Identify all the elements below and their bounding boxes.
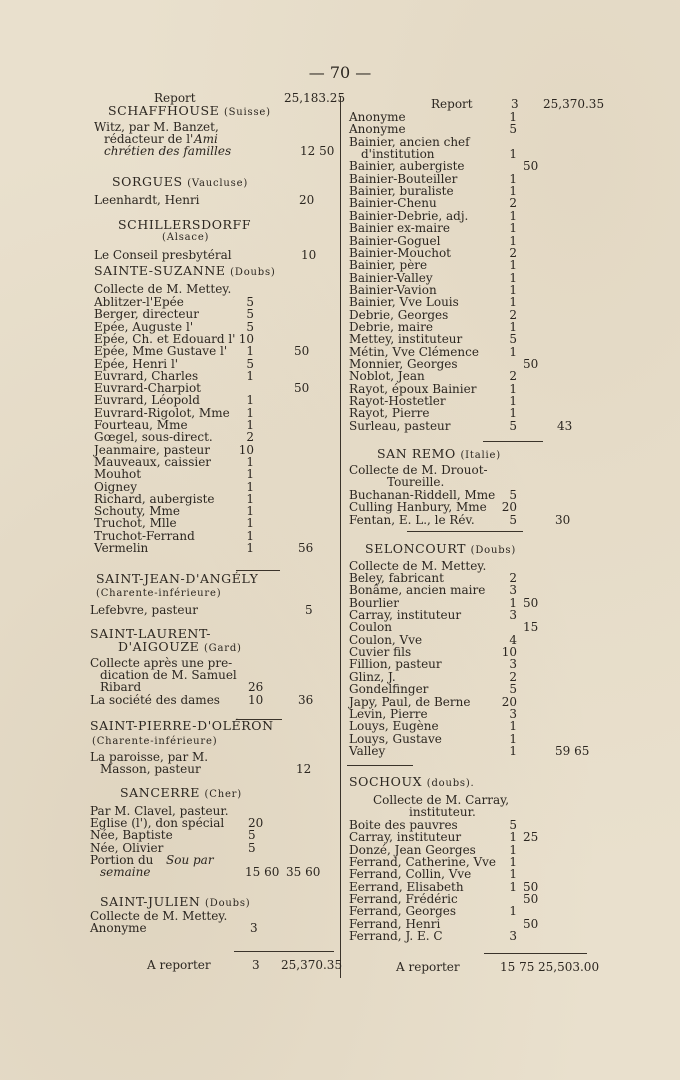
entry-name: Bonâme, ancien maire [349,583,486,598]
entry-name: Japy, Paul, de Berne [349,694,471,709]
entry-amount: 4 [509,632,517,647]
section-region: (Italie) [460,450,501,461]
section-san-remo [377,448,501,463]
entry-name: Truchot-Ferrand [94,528,195,543]
entry-amount: 1 [509,344,517,359]
section-name: SAN REMO [377,446,456,461]
section-name: SOCHOUX [349,774,423,789]
entry-name: Epée, Ch. et Edouard l' [94,331,236,346]
region-label: (Alsace) [162,232,210,243]
entry-name: Mouhot [94,467,142,482]
entry-amount: 5 [248,840,256,855]
entry-amount: 1 [509,221,517,236]
list-item [347,514,599,527]
entry-name: Bainier-Valley [349,270,433,285]
entry-name: Ferrand, Frédéric [349,892,458,907]
section-sorgues [112,176,248,191]
entry-amount: 1 [509,743,517,758]
entry-amount: 1 [509,295,517,310]
entry-amount: 1 [246,516,254,531]
entry-name: Toureille. [387,475,445,489]
entry-name: Epée, Mme Gustave l' [94,344,228,359]
entry-cents: 50 [523,595,539,610]
section-saint-laurent-2 [118,641,242,656]
entry-amount: 1 [509,719,517,734]
list-item [347,745,599,758]
entry-name: Masson, pasteur [100,762,201,776]
entry-name: Collecte après une pre- [90,656,233,670]
entry-amount: 2 [509,307,517,322]
section-region [92,736,217,749]
entry-amount: 5 [305,603,313,617]
entry-name: Euvrard, Charles [94,368,199,383]
section-name: SELONCOURT [365,541,467,556]
entry-name: Bainier, père [349,258,428,273]
entry-name: rédacteur de l' [104,132,194,146]
list-item [347,420,599,433]
right-footer-label: A reporter [396,960,460,974]
section-region: (doubs). [426,778,475,789]
entry-name: Fourteau, Mme [94,418,188,432]
entry-name: Report [154,91,196,105]
entry-name: Bainier-Mouchot [349,245,452,260]
column-divider [340,96,341,978]
entry-name: Fillion, pasteur [349,657,442,672]
entry-amount: 1 [509,171,517,186]
divider-rule [407,531,523,532]
section-name: SORGUES [112,174,183,189]
right-footer-amount-1: 15 75 [500,960,535,974]
entry-cents: 50 [523,159,539,174]
section-total: 35 60 [286,865,321,879]
list-item [88,194,338,207]
entry-name: Euvrard-Rigolot, Mme [94,405,230,420]
entry-name: Bainier-Goguel [349,233,441,248]
entry-amount: 1 [509,394,517,409]
entry-amount: 1 [246,418,254,432]
entry-name: Eerrand, Elisabeth [349,879,464,894]
entry-amount: 1 [509,258,517,273]
entry-name: Rayot-Hostetler [349,394,446,409]
entry-amount: 1 [246,528,254,543]
entry-amount: 1 [509,147,517,162]
entry-amount: 3 [509,706,517,721]
entry-name: Mauveaux, caissier [94,454,212,469]
list-item [88,694,338,707]
entry-name: Collecte de M. Mettey. [94,282,232,296]
entry-name: La société des dames [90,693,220,707]
entry-name: Ribard [100,680,142,694]
entry-name: Métin, Vve Clémence [349,344,479,359]
section-total: 56 [298,541,314,555]
entry-amount: 1 [246,368,254,383]
entry-amount: 1 [509,855,517,870]
entry-name: Epée, Auguste l' [94,319,194,334]
entry-amount: 1 [509,867,517,882]
entry-name: Ferrand, Georges [349,904,457,919]
entry-name: Bainier-Bouteiller [349,171,458,186]
entry-name: Euvrard-Charpiot [94,381,201,396]
entry-amount: 20 [501,694,517,709]
entry-name: Collecte de M. Mettey. [349,559,487,573]
entry-name: dication de M. Samuel [100,668,237,682]
section-name: SCHILLERSDORFF [118,217,252,232]
section-region: (Suisse) [223,107,271,118]
entry-amount: 10 [301,248,317,262]
entry-name: Oigney [94,479,137,494]
entry-name: Louys, Gustave [349,731,442,746]
entry-amount: 1 [509,406,517,421]
section-region: (Doubs) [230,267,276,278]
entry-name: Collecte de M. Mettey. [90,909,228,923]
entry-amount: 1 [246,454,254,469]
list-item [88,249,338,262]
entry-amount: 5 [509,818,517,832]
entry-amount: 26 [248,680,264,694]
entry-amount: 2 [509,669,517,684]
entry-amount: 1 [509,595,517,610]
region-label: (Charente-inférieure) [92,736,218,747]
left-footer-rule [234,951,334,952]
entry-name: instituteur. [409,805,476,819]
entry-name: Bainier-Debrie, adj. [349,208,469,223]
left-footer-amount-1: 3 [252,958,260,972]
entry-amount: 1 [246,467,254,482]
entry-amount: 5 [509,488,517,502]
entry-name: Surleau, pasteur [349,418,451,433]
entry-cents: 15 [523,620,539,635]
entry-name: Ferrand, Henri [349,916,441,931]
entry-amount: 1 [246,344,254,359]
entry-cents: 50 [523,892,539,907]
divider-rule [347,765,413,766]
report-total: 25,370.35 [543,97,605,111]
entry-name: Bainier, Vve Louis [349,295,459,310]
entry-amount: 1 [246,491,254,506]
entry-amount: 10 [238,442,254,457]
entry-name: chrétien des familles [104,144,232,158]
section-name: SAINT-JULIEN [100,894,201,909]
entry-name: Debrie, maire [349,319,433,334]
entry-amount: 1 [509,319,517,334]
entry-amount: 20 [501,500,517,515]
entry-name: Coulon [349,620,392,635]
right-footer-rule [484,953,587,954]
entry-name: Eglise (l'), don spécial [90,816,225,830]
entry-amount: 2 [509,245,517,260]
entry-amount: 1 [509,830,517,845]
entry-name: Bainier, ancien chef [349,134,470,149]
entry-amount: 2 [509,369,517,384]
entry-amount: 1 [509,208,517,223]
entry-cents: 50 [294,344,310,359]
section-total: 30 [555,512,571,527]
section-seloncourt [365,543,516,558]
section-total: 59 65 [555,743,590,758]
entry-amount: 1 [509,381,517,396]
entry-amount: 5 [246,307,254,322]
divider-rule [483,441,543,442]
section-name: SAINT-PIERRE-D'OLÉRON [90,718,274,733]
section-region [162,232,209,245]
entry-amount: 12 [296,762,312,776]
entry-name: Epée, Henri l' [94,356,179,371]
entry-amount: 1 [246,393,254,408]
entry-amount: 1 [509,233,517,248]
entry-amount: 1 [246,504,254,519]
entry-amount: 2 [246,430,254,445]
entry-name: Buchanan-Riddell, Mme [349,488,496,502]
entry-name: Noblot, Jean [349,369,425,384]
entry-amount: 15 60 [245,865,280,879]
list-item [88,604,338,617]
entry-amount: 20 [299,193,315,207]
entry-name: Née, Olivier [90,840,164,855]
section-sochoux [349,776,475,791]
entry-cents: 50 [523,357,539,371]
section-name: SAINTE-SUZANNE [94,263,226,278]
entry-name: Culling Hanbury, Mme [349,500,487,515]
section-schaffhouse [108,105,271,120]
section-region [96,588,221,601]
entry-name: Cuvier fils [349,645,412,660]
entry-name: Schouty, Mme [94,504,181,519]
entry-amount: 1 [509,110,517,124]
entry-name: d'institution [361,147,435,162]
section-name: SANCERRE [120,785,200,800]
entry-amount: 2 [509,571,517,585]
entry-name: Carray, instituteur [349,830,462,845]
entry-name: Report [431,97,473,111]
entry-amount: 5 [509,122,517,137]
entry-name: Collecte de M. Carray, [373,793,510,807]
entry-amount: 1 [246,479,254,494]
entry-amount: 10 [501,645,517,660]
entry-name: Jeanmaire, pasteur [94,442,211,457]
section-name: D'AIGOUZE [118,639,200,654]
entry-cents: 50 [294,381,310,396]
section-region: (Vaucluse) [187,178,249,189]
entry-amount: 5 [509,332,517,347]
section-name: SCHAFFHOUSE [108,103,220,118]
entry-cents: 50 [523,879,539,894]
entry-name: Leenhardt, Henri [94,193,200,207]
section-region: (Gard) [203,643,242,654]
list-item [88,866,338,879]
left-footer-label: A reporter [147,958,211,972]
entry-cents: 25 [523,830,539,845]
entry-name: Coulon, Vve [349,632,423,647]
entry-amount: 3 [509,608,517,623]
list-item [347,930,599,943]
entry-amount: 3 [250,921,258,935]
list-item [88,542,338,555]
entry-name: Vermelin [94,541,149,555]
entry-amount: 20 [248,816,264,830]
page-number: — 70 — [308,63,372,82]
entry-name: La paroisse, par M. [90,750,209,764]
entry-name: Portion du [90,853,154,867]
entry-amount: 3 [509,657,517,672]
section-total: 36 [298,693,314,707]
entry-name: Glinz, J. [349,669,396,684]
entry-name: Ferrand, Catherine, Vve [349,855,497,870]
entry-name: Bainier, buraliste [349,184,454,199]
section-region: (Cher) [204,789,242,800]
entry-name: Rayot, époux Bainier [349,381,477,396]
entry-amount: 12 50 [300,144,335,158]
entry-amount: 10 [248,693,264,707]
entry-name: Richard, aubergiste [94,491,215,506]
entry-amount: 5 [246,319,254,334]
list-item [88,763,338,776]
entry-amount: 1 [246,405,254,420]
list-item [88,145,338,158]
entry-name: Louys, Eugène [349,719,439,734]
entry-amount: 1 [509,184,517,199]
entry-name: Ablitzer-l'Epée [94,295,184,309]
entry-amount: 3 [509,929,517,944]
entry-amount: 1 [509,842,517,857]
entry-amount: 2 [509,196,517,211]
section-sainte-suzanne [94,265,276,280]
entry-name: Debrie, Georges [349,307,449,322]
entry-name: Anonyme [349,122,406,137]
section-region: (Doubs) [205,898,251,909]
entry-name: Levin, Pierre [349,706,428,721]
entry-name: Bourlier [349,595,400,610]
report-total: 25,183.25 [284,91,346,105]
section-region: (Doubs) [470,545,517,556]
entry-amount: 5 [509,682,517,697]
entry-name: Beley, fabricant [349,571,444,585]
entry-name: Truchot, Mlle [94,516,177,531]
entry-amount: 1 [509,731,517,746]
entry-name: Le Conseil presbytéral [94,248,232,262]
entry-name: Valley [349,743,386,758]
entry-amount: 1 [509,282,517,297]
section-sancerre [120,787,242,802]
entry-cents: 50 [523,916,539,931]
entry-name-italic: Sou par [166,853,214,867]
entry-name: semaine [100,865,151,879]
entry-amount: 5 [509,512,517,527]
section-name: SAINT-LAURENT- [90,626,212,641]
entry-amount: 3 [509,583,517,598]
entry-name: Collecte de M. Drouot- [349,463,488,477]
entry-name: Anonyme [349,110,406,124]
list-item [88,922,338,935]
entry-name: Fentan, E. L., le Rév. [349,512,475,527]
section-saint-jean [96,573,258,586]
entry-name: Donzé, Jean Georges [349,842,476,857]
entry-name: Née, Baptiste [90,828,173,843]
entry-name: Rayot, Pierre [349,406,430,421]
entry-name: Par M. Clavel, pasteur. [90,804,229,818]
entry-amount: 1 [246,541,254,555]
entry-name: Ferrand, J. E. C [349,929,443,944]
journal-title: Ami [194,132,218,146]
region-label: (Charente-inférieure) [96,588,222,599]
entry-amount: 5 [246,295,254,309]
section-total: 43 [557,418,573,433]
section-saint-pierre [90,720,274,733]
entry-amount: 5 [246,356,254,371]
entry-amount: 5 [509,418,517,433]
section-name: SAINT-JEAN-D'ANGÉLY [96,571,259,586]
entry-name: Carray, instituteur [349,608,462,623]
entry-name: Berger, directeur [94,307,199,322]
entry-name: Bainier, aubergiste [349,159,465,174]
entry-name: Bainier ex-maire [349,221,450,236]
entry-name: Bainier-Chenu [349,196,437,211]
left-footer-total: 25,370.35 [281,958,343,972]
right-footer-total: 25,503.00 [538,960,600,974]
section-schillersdorff [118,219,251,232]
entry-name: Lefebvre, pasteur [90,603,198,617]
entry-name: Gœgel, sous-direct. [94,430,213,445]
entry-name: Bainier-Vavion [349,282,437,297]
report-amount: 3 [511,97,519,111]
entry-amount: 10 [238,331,254,346]
entry-amount: 5 [248,828,256,843]
entry-amount: 1 [509,904,517,919]
entry-name: Ferrand, Collin, Vve [349,867,472,882]
entry-name: Mettey, instituteur [349,332,463,347]
entry-name: Witz, par M. Banzet, [94,120,219,134]
entry-name: Monnier, Georges [349,357,458,371]
entry-name: Boite des pauvres [349,818,458,832]
entry-name: Gondelfinger [349,682,429,697]
entry-name: Anonyme [90,921,147,935]
entry-name: Euvrard, Léopold [94,393,200,408]
entry-amount: 1 [509,270,517,285]
entry-amount: 1 [509,879,517,894]
